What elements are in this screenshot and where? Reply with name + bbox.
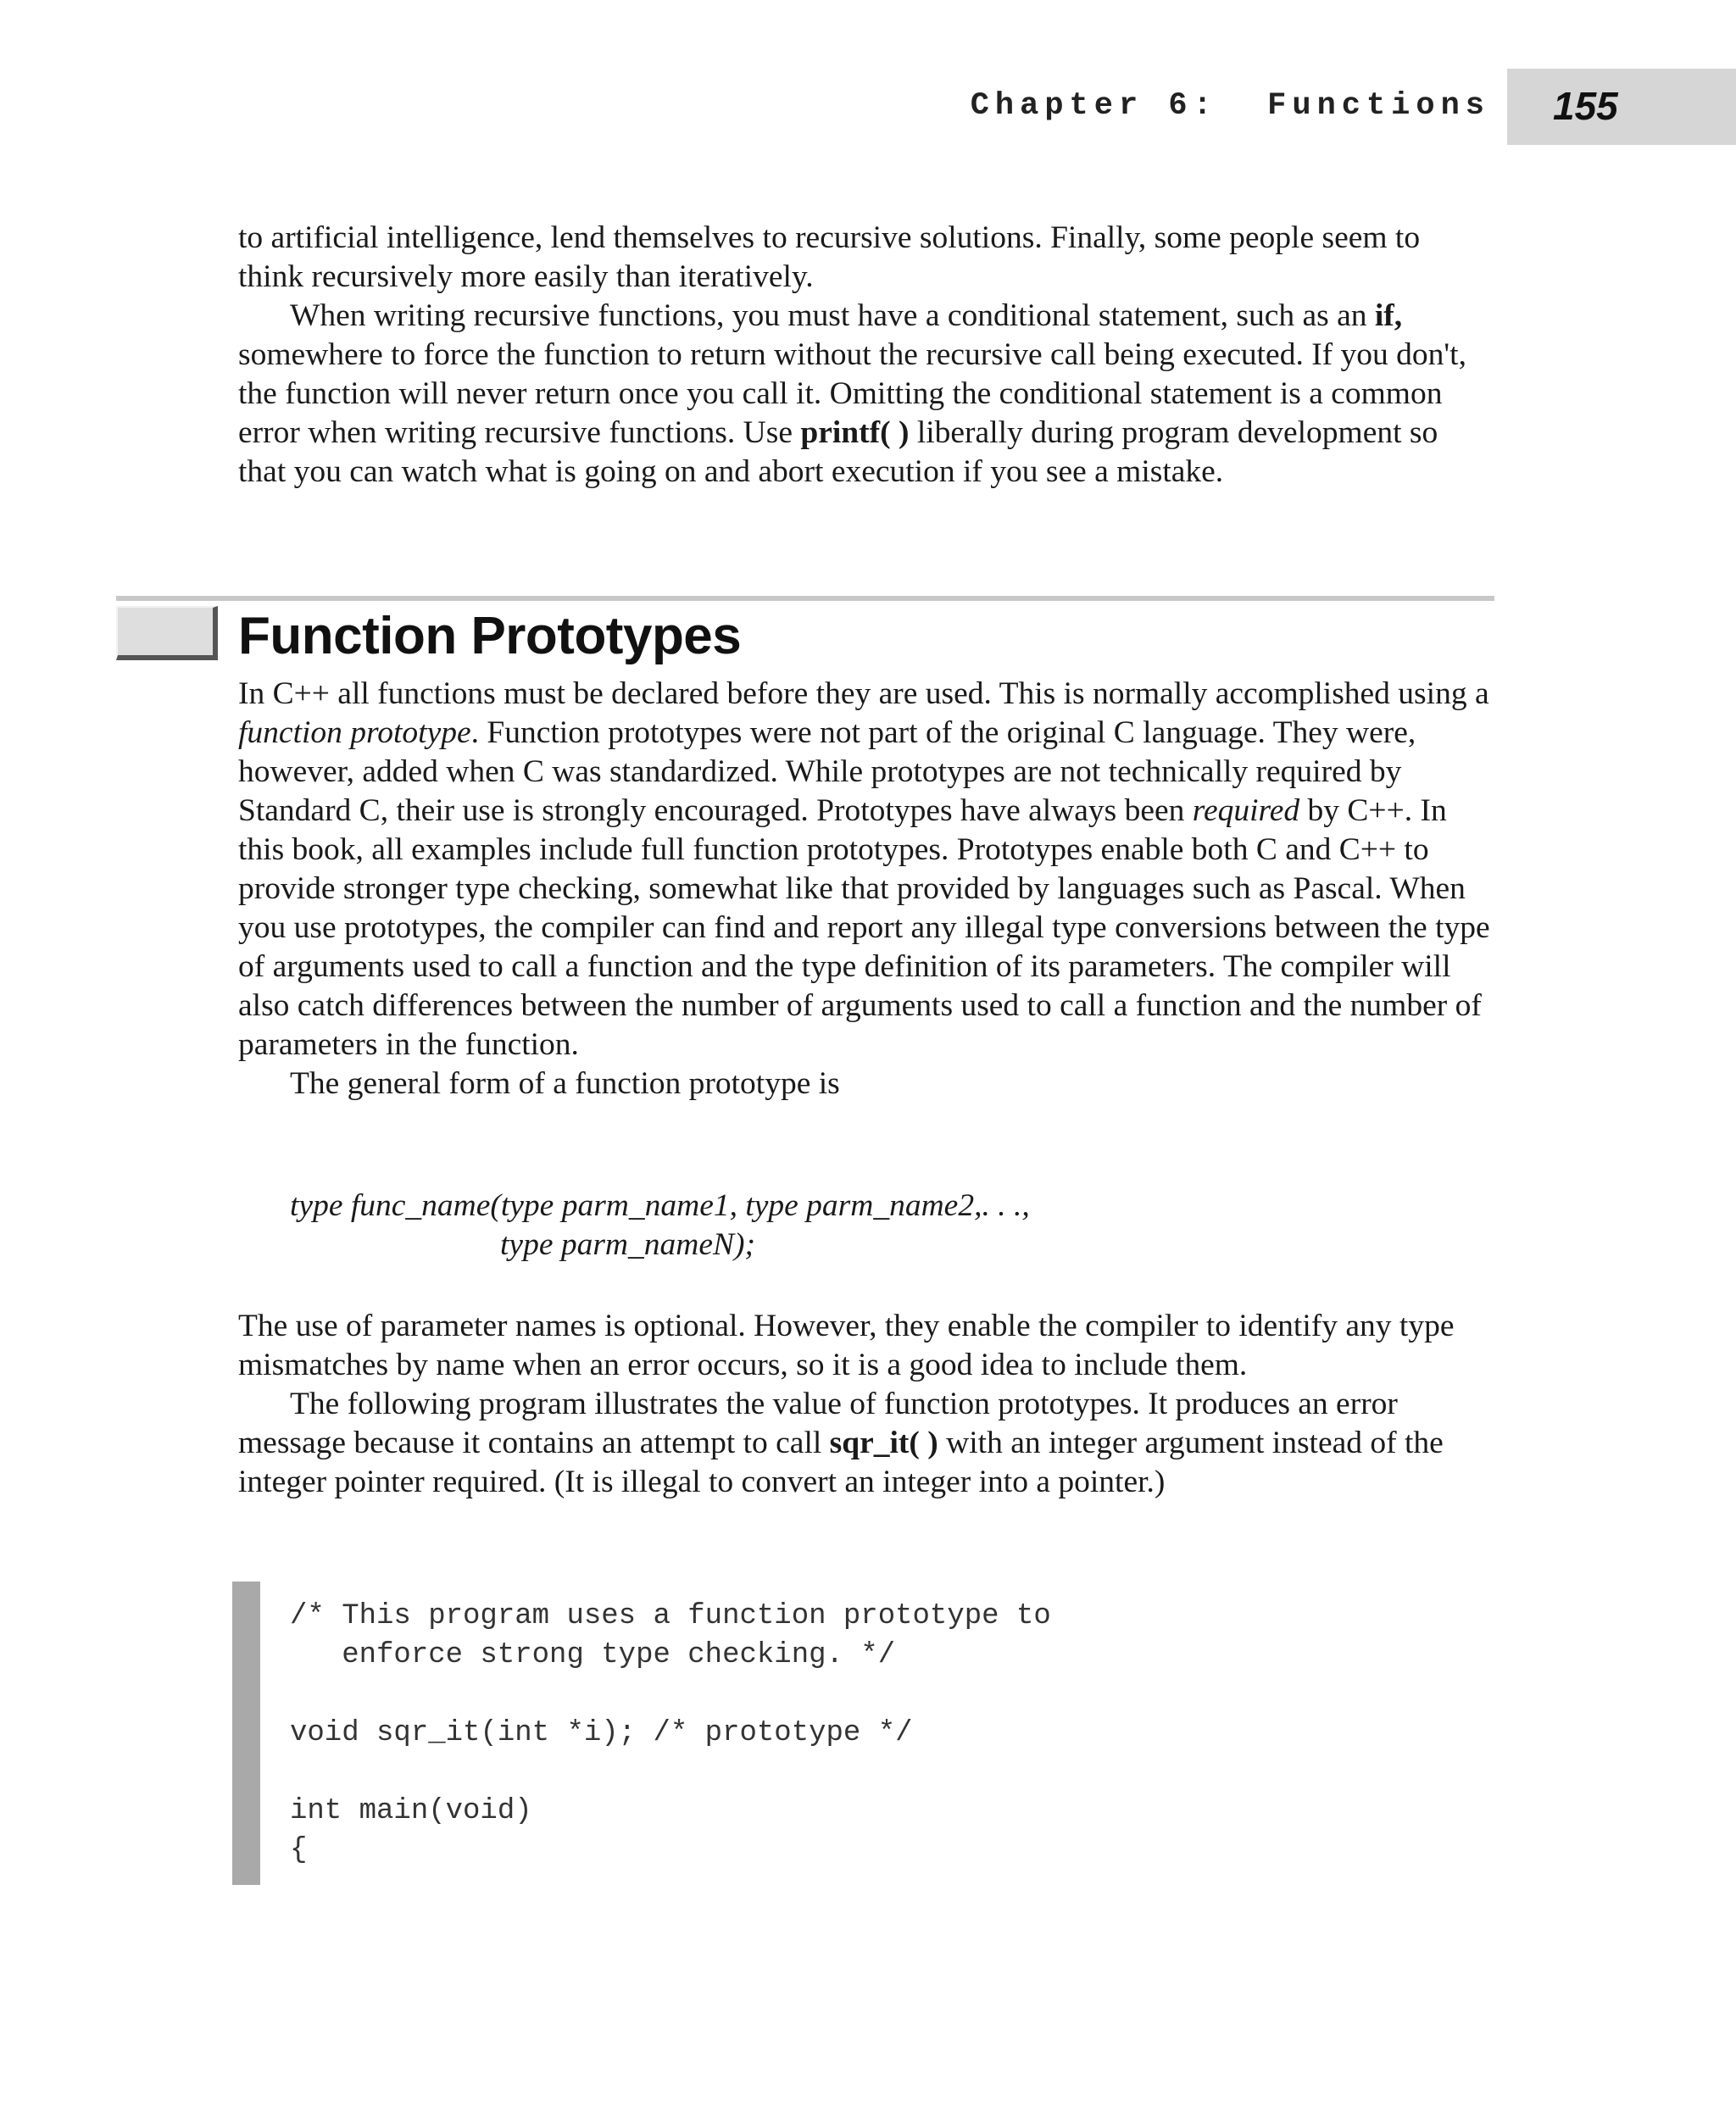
section-text-top bbox=[238, 675, 1493, 1104]
page-number-tab bbox=[1507, 69, 1736, 145]
section-p1-text-c: by C++. In this book, all examples include full function prototypes. Prototypes enable both C and C++ to provide stronger type checking, somewhat like that provided by languages such as Pascal. When you use prototypes, the compiler can find and report any illegal type conversions between the type of arguments used to call a function and the type definition of its parameters. The compiler will also catch differences between the number of arguments used to call a function and the number of parameters in the function. bbox=[238, 793, 1490, 1062]
code-listing-bar bbox=[232, 1582, 260, 1885]
intro-paragraph-1: to artificial intelligence, lend themselves to recursive solutions. Finally, some people seem to think recursively more easily than iteratively. bbox=[238, 220, 1421, 294]
term-function-prototype: function prototype bbox=[238, 715, 471, 750]
general-form-line-2: type parm_nameN); bbox=[500, 1227, 755, 1262]
general-form-line-1: type func_name(type parm_name1, type parm_name2,. . ., bbox=[290, 1188, 1030, 1223]
section-divider bbox=[116, 596, 1494, 601]
heading-marker-box bbox=[116, 606, 218, 660]
section-p4-text-a: The following program illustrates the value of function prototypes. It produces an error message because it contains an attempt to call bbox=[238, 1387, 1398, 1460]
code-listing: /* This program uses a function prototype to enforce strong type checking. */ void sqr_it(int *i); /* prototype */ int main(void) { bbox=[290, 1600, 1051, 1866]
section-heading: Function Prototypes bbox=[238, 607, 742, 665]
keyword-sqr-it: sqr_it( ) bbox=[829, 1426, 938, 1460]
section-p1-text-b: . Function prototypes were not part of the original C language. They were, however, added when C was standardized. While prototypes are not technically required by Standard C, their use is strongly encouraged. Prototypes have always been bbox=[238, 715, 1416, 828]
keyword-printf: printf( ) bbox=[800, 415, 910, 450]
intro-p2-text-b: somewhere to force the function to return without the recursive call being executed. If you don't, the function will never return once you call it. Omitting the conditional statement is a common error when writing recursive functions. Use bbox=[238, 337, 1466, 450]
section-p1-text-a: In C++ all functions must be declared before they are used. This is normally accomplished using a bbox=[238, 676, 1489, 711]
intro-paragraph-2 bbox=[238, 297, 1493, 492]
term-required: required bbox=[1192, 793, 1300, 828]
section-paragraph-1 bbox=[238, 675, 1493, 1065]
section-paragraph-2: The general form of a function prototype is bbox=[290, 1066, 840, 1101]
running-header: Chapter 6: Functions bbox=[970, 88, 1490, 124]
section-text-bottom bbox=[238, 1307, 1493, 1502]
intro-p2-text-c: liberally during program development so that you can watch what is going on and abort execution if you see a mistake. bbox=[238, 415, 1438, 489]
keyword-if: if, bbox=[1374, 298, 1403, 333]
general-form bbox=[290, 1187, 1030, 1265]
section-p4-text-b: with an integer argument instead of the integer pointer required. (It is illegal to convert an integer into a pointer.) bbox=[238, 1426, 1444, 1499]
page-number: 155 bbox=[1553, 84, 1618, 128]
intro-text bbox=[238, 219, 1493, 492]
section-paragraph-4 bbox=[238, 1385, 1493, 1502]
section-paragraph-3: The use of parameter names is optional. However, they enable the compiler to identify any type mismatches by name when an error occurs, so it is a good idea to include them. bbox=[238, 1309, 1455, 1382]
intro-p2-text-a: When writing recursive functions, you must have a conditional statement, such as an bbox=[290, 298, 1375, 333]
